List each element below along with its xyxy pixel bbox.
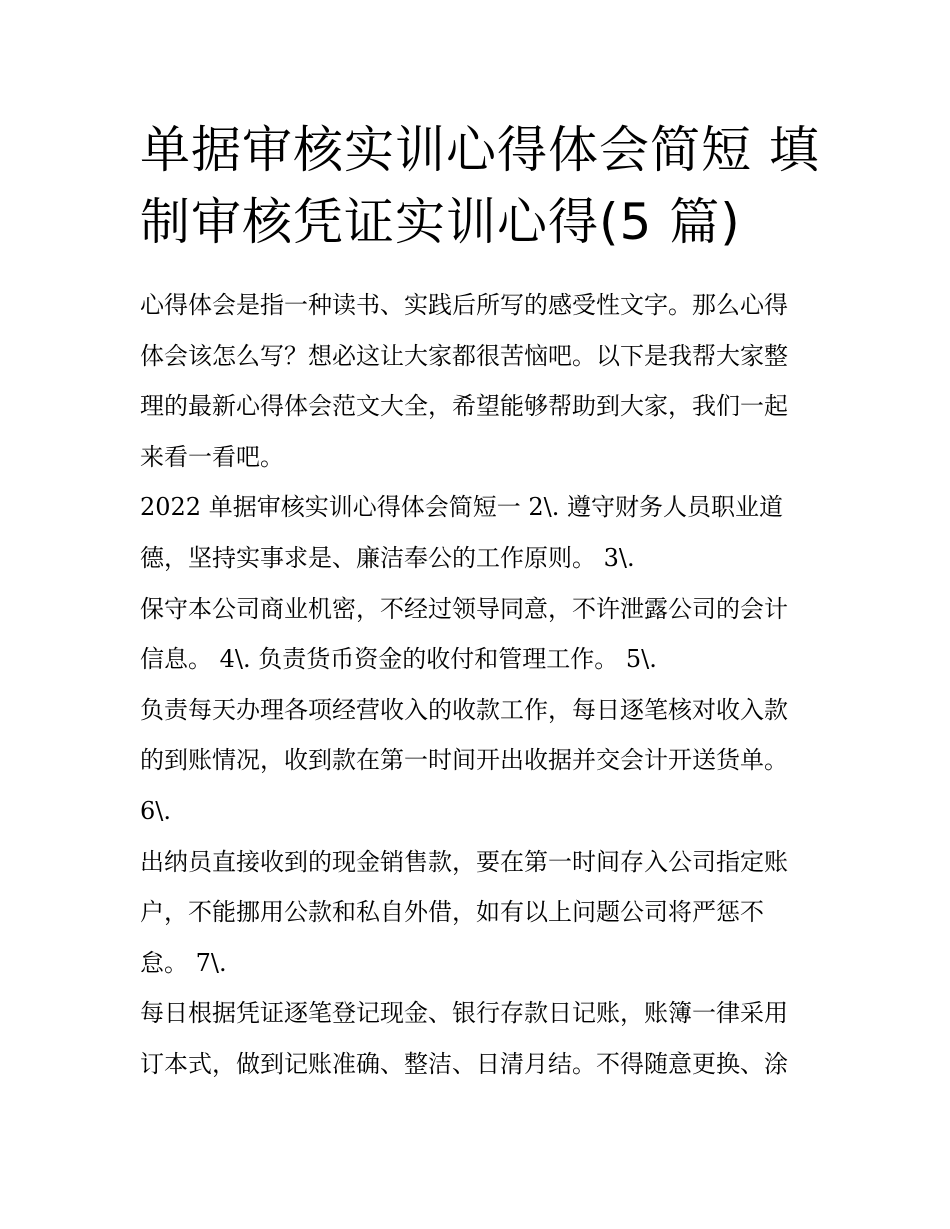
body-line-12: 出纳员直接收到的现金销售款，要在第一时间存入公司指定账 bbox=[140, 847, 788, 876]
body-line-4: 来看一看吧。 bbox=[140, 442, 284, 471]
body-line-13: 户，不能挪用公款和私自外借，如有以上问题公司将严惩不 bbox=[140, 898, 764, 927]
body-line-16: 订本式，做到记账准确、整洁、日清月结。不得随意更换、涂 bbox=[140, 1049, 788, 1078]
body-line-10: 的到账情况，收到款在第一时间开出收据并交会计开送货单。 bbox=[140, 746, 788, 775]
body-line-5: 2022 单据审核实训心得体会简短一 2\. 遵守财务人员职业道 bbox=[140, 493, 783, 522]
body-line-1: 心得体会是指一种读书、实践后所写的感受性文字。那么心得 bbox=[140, 291, 788, 319]
body-line-8: 信息。 4\. 负责货币资金的收付和管理工作。 5\. bbox=[140, 645, 657, 674]
body-line-3: 理的最新心得体会范文大全，希望能够帮助到大家，我们一起 bbox=[140, 392, 788, 421]
body-line-6: 德，坚持实事求是、廉洁奉公的工作原则。 3\. bbox=[140, 543, 635, 572]
body-line-2: 体会该怎么写？想必这让大家都很苦恼吧。以下是我帮大家整 bbox=[140, 341, 788, 370]
body-line-9: 负责每天办理各项经营收入的收款工作，每日逐笔核对收入款 bbox=[140, 695, 788, 724]
body-line-15: 每日根据凭证逐笔登记现金、银行存款日记账，账簿一律采用 bbox=[140, 999, 788, 1028]
document-title bbox=[140, 114, 820, 258]
body-line-14: 怠。 7\. bbox=[140, 948, 227, 977]
body-line-11: 6\. bbox=[140, 796, 171, 825]
title-line-2: 制审核凭证实训心得(5 篇) bbox=[140, 193, 741, 251]
document-body bbox=[140, 280, 820, 1090]
body-line-7: 保守本公司商业机密，不经过领导同意，不许泄露公司的会计 bbox=[140, 594, 788, 623]
title-line-1: 单据审核实训心得体会简短 填 bbox=[140, 121, 820, 179]
